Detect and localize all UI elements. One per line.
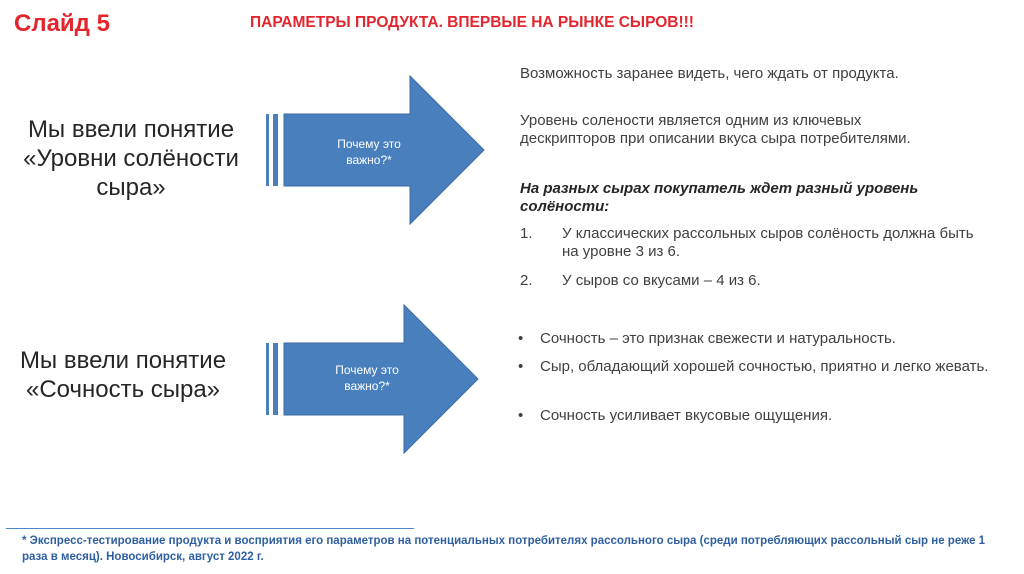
page-title: ПАРАМЕТРЫ ПРОДУКТА. ВПЕРВЫЕ НА РЫНКЕ СЫРОВ!!!	[250, 14, 694, 31]
item-text: У классических рассольных сыров солёность должна быть на уровне 3 из 6.	[562, 225, 974, 260]
arrow-label	[312, 362, 422, 394]
bullet-text: Сыр, обладающий хорошей сочностью, приятно и легко жевать.	[540, 358, 989, 375]
slide-number: Слайд 5	[14, 10, 110, 37]
concept-juiciness	[0, 346, 246, 404]
concept-line: Мы ввели понятие	[27, 116, 235, 143]
reason-paragraph: Возможность заранее видеть, чего ждать от продукта.	[520, 65, 899, 82]
concept-line: сыра»	[96, 174, 166, 201]
footnote-divider	[6, 528, 414, 529]
arrow-label-line: Почему это	[337, 137, 401, 151]
concept-line: «Уровни солёности	[23, 145, 239, 172]
bullet-marker: •	[518, 407, 524, 424]
concept-line: Мы ввели понятие	[19, 347, 227, 374]
arrow-stripe	[266, 114, 269, 186]
concept-salinity	[0, 115, 262, 202]
emphasis-paragraph: На разных сырах покупатель ждет разный уровень солёности:	[520, 180, 919, 215]
arrow-label-line: важно?*	[346, 153, 392, 167]
bullet-marker: •	[518, 358, 524, 375]
arrow-stripe	[266, 343, 269, 415]
bullet-text: Сочность – это признак свежести и натуральность.	[540, 330, 896, 347]
bullet-marker: •	[518, 330, 524, 347]
arrow-stripe	[273, 114, 278, 186]
reason-paragraph: Уровень солености является одним из ключевых дескрипторов при описании вкуса сыра потребителями.	[520, 112, 911, 147]
bullet-text: Сочность усиливает вкусовые ощущения.	[540, 407, 833, 424]
item-text: У сыров со вкусами – 4 из 6.	[562, 272, 761, 289]
arrow-label	[314, 136, 424, 168]
concept-line: «Сочность сыра»	[25, 376, 221, 403]
item-number: 2.	[520, 272, 533, 289]
footnote: * Экспресс-тестирование продукта и восприятия его параметров на потенциальных потребителях рассольного сыра (среди потребляющих рассольный сыр не реже 1 раза в месяц). Новосибирск, август 2022 г.	[22, 535, 986, 563]
item-number: 1.	[520, 225, 533, 242]
arrow-label-line: важно?*	[344, 379, 390, 393]
arrow-label-line: Почему это	[335, 363, 399, 377]
arrow-stripe	[273, 343, 278, 415]
